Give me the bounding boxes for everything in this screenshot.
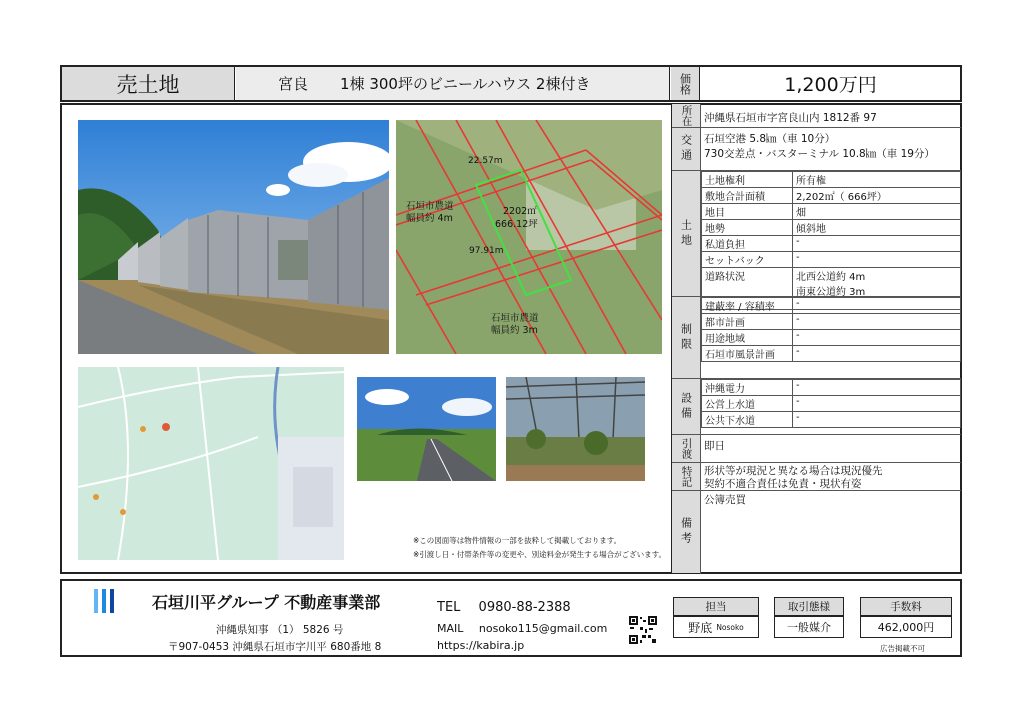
company-name: 石垣川平グループ 不動産事業部 [152,593,381,612]
tel-row [437,600,571,615]
land-key: 私道負担 [702,236,793,252]
greenhouse-interior-photo [506,377,645,481]
facility-value: - [793,396,961,412]
road-photo [357,377,496,481]
fee-label: 手数料 [890,601,922,613]
facility-value: - [793,412,961,428]
location-value: 沖縄県石垣市字宮良山内 1812番 97 [704,112,877,124]
disclaimer-note-1: ※この図面等は物件情報の一部を抜粋して掲載しております。 [413,536,622,545]
facility-key: 沖縄電力 [702,380,793,396]
plot-length-label: 97.91m [469,246,504,256]
plot-area-tsubo-label: 666.12坪 [495,219,538,230]
mail-row [437,622,607,635]
location-short: 宮良 [278,75,309,93]
website-link[interactable]: https://kabira.jp [437,639,525,652]
land-key: セットバック [702,252,793,268]
land-label [672,171,700,296]
restriction-label [672,297,700,378]
handover-value: 即日 [704,440,725,452]
land-value: 所有権 [793,172,961,188]
deal-label: 取引態様 [788,601,830,613]
land-value: - [793,236,961,252]
table-row [702,220,961,236]
staff-roman: Nosoko [716,622,744,632]
restriction-label-text: 制限 [679,322,693,353]
table-row [702,204,961,220]
transport-line-2: 730交差点・バスターミナル 10.8㎞（車 19分） [704,148,935,160]
price-label-cell [671,67,700,100]
plot-survey-map [396,120,662,354]
road-value-2: 南東公道約 3m [796,287,866,298]
road-south-label-2: 幅員約 3m [491,325,538,336]
table-row [702,380,961,396]
land-value: 傾斜地 [793,220,961,236]
restriction-value: - [793,314,961,330]
greenhouse-photo [78,120,389,354]
price-cell [701,67,960,100]
road-north-label-1: 石垣市農道 [406,201,454,212]
table-row [702,298,961,314]
table-row [702,314,961,330]
staff-label-box [673,597,759,616]
facility-value: - [793,380,961,396]
title-cell [236,67,670,100]
price-label: 価格 [678,72,692,95]
table-row [702,330,961,346]
handover-label-text: 引渡 [680,438,693,459]
special-line-2: 契約不適合責任は免責・現状有姿 [704,478,862,490]
table-row [702,172,961,188]
staff-value-box [673,616,759,638]
qr-code-icon [628,615,658,645]
transport-label-text: 交通 [679,134,693,164]
land-key: 地目 [702,204,793,220]
staff-name: 野底 [688,620,713,635]
road-value-1: 北西公道約 4m [796,272,866,283]
location-label-text: 所在 [680,105,693,126]
road-north-label-2: 幅員約 4m [406,213,453,224]
mail-address[interactable]: nosoko115@gmail.com [478,622,608,635]
tel-label: TEL [437,600,461,615]
mail-label: MAIL [437,622,464,635]
road-south-label-1: 石垣市農道 [491,313,539,324]
deal-label-box [774,597,844,616]
listing-title: 1棟 300坪のビニールハウス 2棟付き [340,75,591,93]
restriction-key: 用途地域 [702,330,793,346]
table-row [702,252,961,268]
land-key: 土地権利 [702,172,793,188]
facility-key: 公営上水道 [702,396,793,412]
land-table [701,171,961,310]
ad-note: 広告掲載不可 [880,644,925,653]
transport-line-1: 石垣空港 5.8㎞（車 10分） [704,133,836,145]
land-value: - [793,252,961,268]
restriction-value: - [793,346,961,362]
table-row [702,236,961,252]
fee-value: 462,000円 [877,621,935,634]
fee-label-box [860,597,952,616]
fee-value-box [860,616,952,638]
facility-label-text: 設備 [679,391,693,422]
land-value: 2,202㎡（ 666坪） [793,188,961,204]
special-line-1: 形状等が現況と異なる場合は現況優先 [704,465,883,477]
restriction-value: - [793,298,961,314]
remarks-label-text: 備考 [679,517,693,547]
deal-value-box [774,616,844,638]
type-label-cell [62,67,235,100]
table-row [702,346,961,362]
restriction-value: - [793,330,961,346]
land-key: 敷地合計面積 [702,188,793,204]
restriction-key: 建蔽率 / 容積率 [702,298,793,314]
special-label-text: 特記 [680,466,693,487]
table-row [702,412,961,428]
land-value: 畑 [793,204,961,220]
staff-label: 担当 [705,601,727,613]
facility-table [701,379,961,428]
plot-width-label: 22.57m [468,156,503,166]
road-key: 道路状況 [702,268,793,310]
remarks-label [672,491,700,573]
company-address: 〒907-0453 沖縄県石垣市字川平 680番地 8 [168,641,382,653]
restriction-table [701,297,961,362]
restriction-key: 都市計画 [702,314,793,330]
table-row [702,396,961,412]
deal-value: 一般媒介 [787,621,831,634]
transport-label [672,128,700,170]
facility-key: 公共下水道 [702,412,793,428]
handover-label [672,435,700,462]
location-label [672,104,700,127]
special-label [672,463,700,490]
land-label-text: 土地 [679,218,693,249]
table-row [702,188,961,204]
area-map [78,367,344,560]
remarks-value: 公簿売買 [704,494,746,506]
company-logo [94,589,116,613]
price-value: 1,200万円 [784,74,877,96]
facility-label [672,379,700,434]
land-key: 地勢 [702,220,793,236]
plot-area-m2-label: 2202㎡ [503,206,537,217]
disclaimer-note-2: ※引渡し日・付帯条件等の変更や、別途料金が発生する場合がございます。 [413,550,667,559]
license-number: 沖縄県知事 （1） 5826 号 [216,624,344,636]
restriction-key: 石垣市風景計画 [702,346,793,362]
tel-number[interactable]: 0980-88-2388 [478,600,571,615]
type-label: 売土地 [116,72,180,97]
